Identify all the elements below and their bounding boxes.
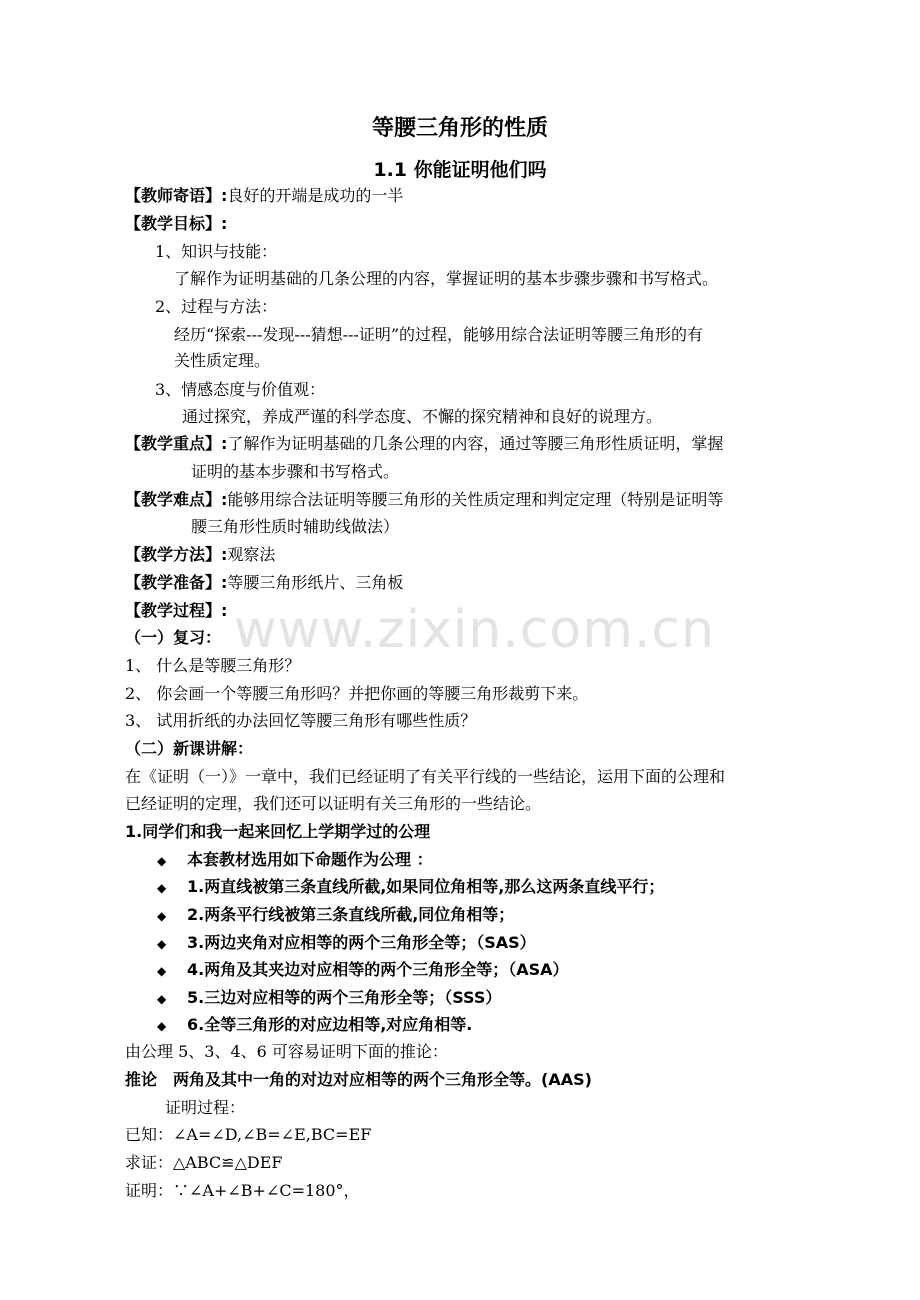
key-points-label: 【教学重点】: <box>125 434 228 453</box>
proof-given: 已知：∠A=∠D,∠B=∠E,BC=EF <box>125 1125 372 1144</box>
axiom-item <box>157 987 501 1010</box>
review-question-3: 3、 试用折纸的办法回忆等腰三角形有哪些性质？ <box>125 711 477 730</box>
process-label: 【教学过程】: <box>125 601 228 620</box>
key-points <box>125 433 723 455</box>
bullet-icon: ◆ <box>157 964 167 978</box>
page-title: 等腰三角形的性质 <box>371 116 548 141</box>
axiom-item <box>157 904 514 927</box>
axiom-text: 本套教材选用如下命题作为公理 ： <box>187 850 433 869</box>
difficulties-text-1: 能够用综合法证明等腰三角形的关性质定理和判定定理（特别是证明等 <box>227 490 724 509</box>
goal-3-heading: 3、情感态度与价值观： <box>155 380 326 399</box>
goal-2-text-1: 经历“探索---发现---猜想---证明”的过程，能够用综合法证明等腰三角形的有 <box>174 325 704 344</box>
goals-label: 【教学目标】: <box>125 214 228 233</box>
axiom-text: 1.两直线被第三条直线所截,如果同位角相等,那么这两条直线平行； <box>187 877 665 896</box>
preparation-label: 【教学准备】: <box>125 573 228 592</box>
axiom-text: 2.两条平行线被第三条直线所截,同位角相等； <box>187 905 515 924</box>
review-question-2: 2、 你会画一个等腰三角形吗？并把你画的等腰三角形裁剪下来。 <box>125 684 589 703</box>
teacher-words-label: 【教师寄语】: <box>125 186 228 205</box>
watermark: www.zixin.com.cn <box>234 600 715 660</box>
axiom-item <box>157 959 569 982</box>
axiom-item <box>157 1014 472 1037</box>
difficulties <box>125 489 723 511</box>
new-lesson-paragraph-1: 在《证明（一）》一章中，我们已经证明了有关平行线的一些结论，运用下面的公理和 <box>125 767 726 786</box>
key-points-text-2: 证明的基本步骤和书写格式。 <box>191 462 400 481</box>
bullet-icon: ◆ <box>157 909 167 923</box>
goal-2-text-2: 关性质定理。 <box>174 351 271 370</box>
preparation-text: 等腰三角形纸片、三角板 <box>227 573 404 592</box>
proof-to-prove: 求证：△ABC≌△DEF <box>125 1153 283 1172</box>
page-subtitle: 1.1 你能证明他们吗 <box>373 159 547 181</box>
axiom-text: 4.两角及其夹边对应相等的两个三角形全等；（ASA） <box>187 960 569 979</box>
method <box>125 544 275 566</box>
proof-start: 证明：∵∠A+∠B+∠C=180°， <box>125 1181 360 1200</box>
axiom-text: 5.三边对应相等的两个三角形全等；（SSS） <box>187 988 502 1007</box>
teacher-words <box>125 185 403 207</box>
new-lesson-paragraph-2: 已经证明的定理，我们还可以证明有关三角形的一些结论。 <box>125 794 542 813</box>
goal-2-heading: 2、过程与方法： <box>155 297 278 316</box>
axiom-item <box>157 932 536 955</box>
axiom-item <box>157 876 664 899</box>
corollary: 推论 两角及其中一角的对边对应相等的两个三角形全等。(AAS) <box>125 1070 592 1089</box>
proof-heading: 证明过程： <box>165 1098 246 1117</box>
axiom-item <box>157 849 433 872</box>
difficulties-text-2: 腰三角形性质时辅助线做法） <box>191 517 400 536</box>
axiom-text: 3.两边夹角对应相等的两个三角形全等；（SAS） <box>187 933 536 952</box>
bullet-icon: ◆ <box>157 937 167 951</box>
method-label: 【教学方法】: <box>125 545 228 564</box>
goal-3-text: 通过探究，养成严谨的科学态度、不懈的探究精神和良好的说理方。 <box>182 407 663 426</box>
review-question-1: 1、 什么是等腰三角形？ <box>125 656 301 675</box>
corollary-intro: 由公理 5、3、4、6 可容易证明下面的推论： <box>125 1042 448 1061</box>
difficulties-label: 【教学难点】: <box>125 490 228 509</box>
new-lesson-heading: （二）新课讲解： <box>125 739 254 758</box>
teacher-words-text: 良好的开端是成功的一半 <box>227 186 404 205</box>
method-text: 观察法 <box>227 545 276 564</box>
bullet-icon: ◆ <box>157 1019 167 1033</box>
key-points-text-1: 了解作为证明基础的几条公理的内容，通过等腰三角形性质证明，掌握 <box>227 434 724 453</box>
review-heading: （一）复习： <box>125 628 222 647</box>
bullet-icon: ◆ <box>157 992 167 1006</box>
goal-1-text: 了解作为证明基础的几条公理的内容，掌握证明的基本步骤步骤和书写格式。 <box>174 269 719 288</box>
preparation <box>125 572 403 594</box>
recall-heading: 1.同学们和我一起来回忆上学期学过的公理 <box>125 822 431 841</box>
bullet-icon: ◆ <box>157 881 167 895</box>
goal-1-heading: 1、知识与技能： <box>155 242 278 261</box>
bullet-icon: ◆ <box>157 854 167 868</box>
axiom-text: 6.全等三角形的对应边相等,对应角相等. <box>187 1015 473 1034</box>
